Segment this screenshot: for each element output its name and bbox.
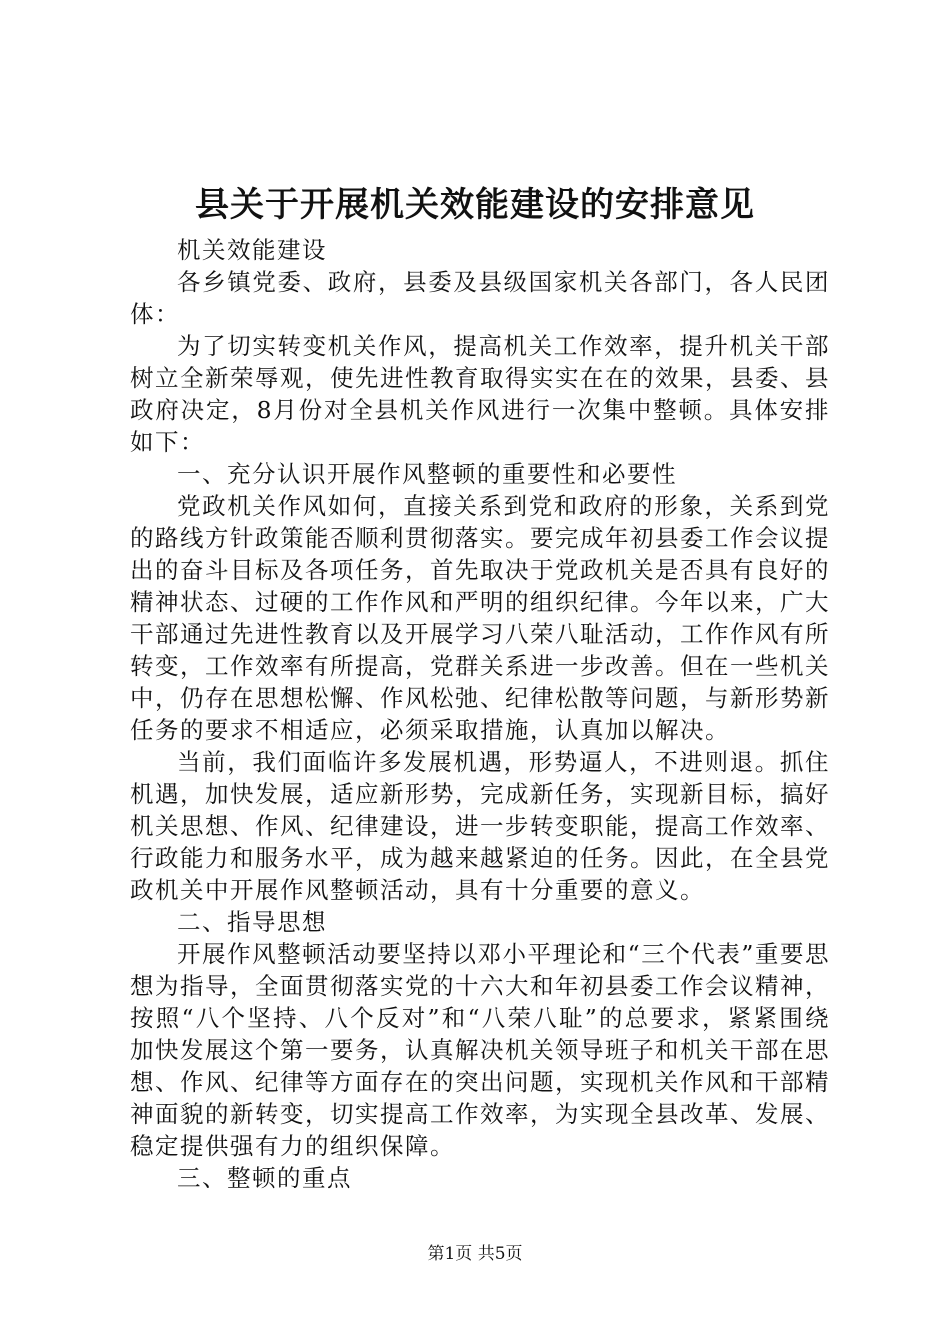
section-heading-2: 二、指导思想 — [177, 908, 327, 936]
page-indicator: 第1页 共5页 — [427, 1244, 523, 1264]
paragraph-intro: 为了切实转变机关作风，提高机关工作效率，提升机关干部树立全新荣辱观，使先进性教育取得实实在在的效果，县委、县政府决定，8月份对全县机关作风进行一次集中整顿。具体安排如下： — [130, 332, 830, 456]
document-body — [130, 234, 830, 1194]
paragraph-topic: 机关效能建设 — [177, 236, 327, 264]
paragraph-body: 开展作风整顿活动要坚持以邓小平理论和“三个代表”重要思想为指导，全面贯彻落实党的十六大和年初县委工作会议精神，按照“八个坚持、八个反对”和“八荣八耻”的总要求，紧紧围绕加快发展这个第一要务，认真解决机关领导班子和机关干部在思想、作风、纪律等方面存在的突出问题，实现机关作风和干部精神面貌的新转变，切实提高工作效率，为实现全县改革、发展、稳定提供强有力的组织保障。 — [130, 940, 830, 1160]
paragraph-body: 当前，我们面临许多发展机遇，形势逼人，不进则退。抓住机遇，加快发展，适应新形势，完成新任务，实现新目标，搞好机关思想、作风、纪律建设，进一步转变职能，提高工作效率、行政能力和服务水平，成为越来越紧迫的任务。因此，在全县党政机关中开展作风整顿活动，具有十分重要的意义。 — [130, 748, 830, 904]
section-heading-3: 三、整顿的重点 — [177, 1164, 352, 1192]
paragraph-salutation: 各乡镇党委、政府，县委及县级国家机关各部门，各人民团体： — [130, 268, 830, 328]
paragraph-body: 党政机关作风如何，直接关系到党和政府的形象，关系到党的路线方针政策能否顺利贯彻落实。要完成年初县委工作会议提出的奋斗目标及各项任务，首先取决于党政机关是否具有良好的精神状态、过硬的工作作风和严明的组织纪律。今年以来，广大干部通过先进性教育以及开展学习八荣八耻活动，工作作风有所转变，工作效率有所提高，党群关系进一步改善。但在一些机关中，仍存在思想松懈、作风松弛、纪律松散等问题，与新形势新任务的要求不相适应，必须采取措施，认真加以解决。 — [130, 492, 830, 744]
document-title: 县关于开展机关效能建设的安排意见 — [195, 185, 755, 225]
section-heading-1: 一、充分认识开展作风整顿的重要性和必要性 — [177, 460, 677, 488]
